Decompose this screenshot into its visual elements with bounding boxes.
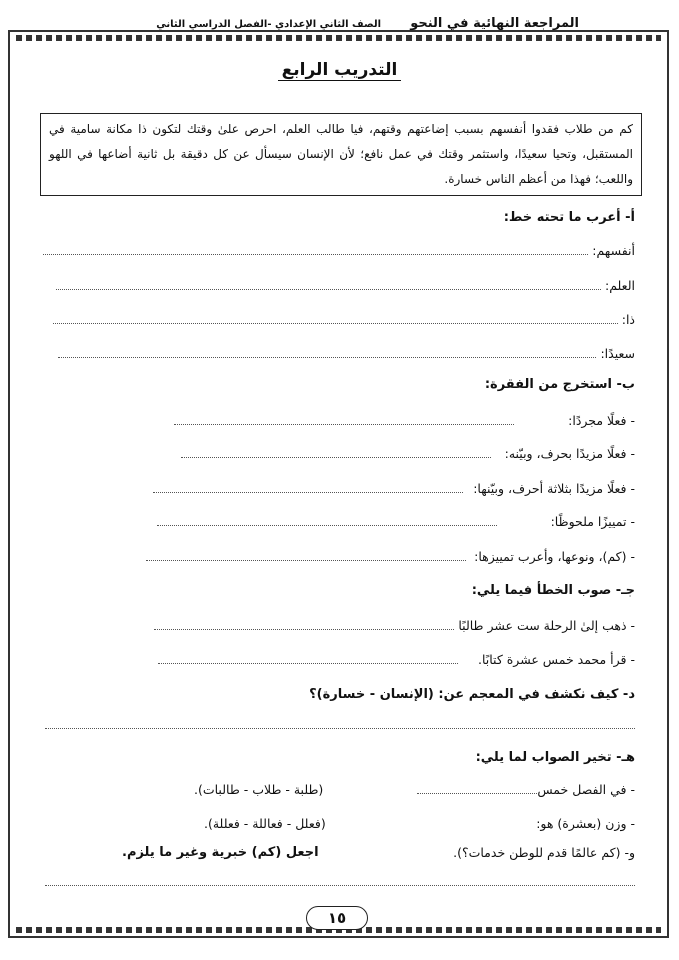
answer-label: العلم: — [605, 278, 635, 293]
answer-row — [44, 278, 635, 293]
answer-label: - (كم)، ونوعها، وأعرب تمييزها: — [474, 549, 635, 564]
choice-row — [44, 782, 635, 802]
answer-row — [44, 243, 635, 258]
answer-blank[interactable] — [45, 884, 635, 886]
answer-row — [44, 652, 635, 667]
frame-decoration — [16, 35, 661, 41]
answer-blank[interactable] — [154, 628, 454, 630]
answer-blank[interactable] — [181, 456, 491, 458]
choice-row — [44, 816, 635, 836]
answer-blank[interactable] — [146, 559, 466, 561]
exercise-title-text: التدريب الرابع — [278, 60, 402, 81]
exercise-title — [0, 60, 679, 80]
section-e-heading: هـ- تخير الصواب لما يلي: — [475, 750, 635, 765]
section-d-heading: د- كيف نكشف في المعجم عن: (الإنسان - خسارة)؟ — [309, 687, 635, 702]
answer-blank[interactable] — [43, 253, 588, 255]
choice-prompt-row — [536, 816, 635, 831]
reading-passage: كم من طلاب فقدوا أنفسهم بسبب إضاعتهم وقتهم، فيا طالب العلم، احرص علىٰ وقتك لتكون ذا مكانة سامية في المستقبل، وتحيا سعيدًا، واستثمر وقتك في عمل نافع؛ لأن الإنسان سيسأل عن كل دقيقة بل ثانية أضاعها في اللهو واللعب؛ فهذا من أعظم الناس خسارة. — [40, 113, 642, 196]
answer-row — [44, 618, 635, 633]
answer-row — [44, 413, 635, 428]
choice-prompt: - في الفصل خمس — [537, 782, 635, 797]
answer-row — [44, 874, 635, 889]
section-f-prompt: و- (كم عالمًا قدم للوطن خدمات؟). — [453, 845, 635, 860]
answer-blank[interactable] — [174, 423, 514, 425]
answer-label: أنفسهم: — [592, 243, 635, 258]
header-subtitle: الصف الثاني الإعدادي -الفصل الدراسي الثاني — [156, 19, 381, 30]
section-b-heading: ب- استخرج من الفقرة: — [484, 377, 635, 392]
answer-blank[interactable] — [158, 662, 458, 664]
answer-row — [44, 312, 635, 327]
answer-row — [44, 481, 635, 496]
answer-row — [44, 514, 635, 529]
answer-label: - فعلًا مجردًا: — [568, 413, 635, 428]
choice-prompt: - وزن (بعشرة) هو: — [536, 816, 635, 831]
choice-options: (فعلل - فعاللة - فعللة). — [204, 816, 326, 831]
answer-row — [44, 717, 635, 732]
page-number: ١٥ — [306, 906, 368, 930]
answer-label: - فعلًا مزيدًا بثلاثة أحرف، وبيّنها: — [473, 481, 635, 496]
answer-row — [44, 549, 635, 564]
answer-row — [44, 346, 635, 361]
answer-label: - تمييزًا ملحوظًا: — [550, 514, 635, 529]
section-c-heading: جـ- صوب الخطأ فيما يلي: — [471, 583, 635, 598]
section-a-heading: أ- أعرب ما تحته خط: — [503, 210, 635, 225]
answer-blank[interactable] — [53, 322, 618, 324]
answer-blank[interactable] — [58, 356, 596, 358]
answer-blank[interactable] — [153, 491, 463, 493]
choice-options: (طلبة - طلاب - طالبات). — [194, 782, 324, 797]
answer-label: - فعلًا مزيدًا بحرف، وبيّنه: — [504, 446, 635, 461]
choice-prompt-row — [417, 782, 635, 797]
answer-label: ذا: — [621, 312, 635, 327]
answer-blank[interactable] — [45, 727, 635, 729]
section-f-row — [44, 845, 635, 865]
answer-blank[interactable] — [56, 288, 601, 290]
section-f-instruction: اجعل (كم) خبرية وغير ما يلزم. — [122, 845, 319, 860]
sentence-to-correct: - قرأ محمد خمس عشرة كتابًا. — [477, 652, 635, 667]
answer-row — [44, 446, 635, 461]
sentence-to-correct: - ذهب إلىٰ الرحلة ست عشر طالبًا — [458, 618, 635, 633]
page-header — [30, 12, 649, 34]
header-title: المراجعة النهائية في النحو — [410, 16, 579, 31]
answer-label: سعيدًا: — [600, 346, 635, 361]
answer-blank[interactable] — [417, 792, 537, 794]
answer-blank[interactable] — [157, 524, 497, 526]
